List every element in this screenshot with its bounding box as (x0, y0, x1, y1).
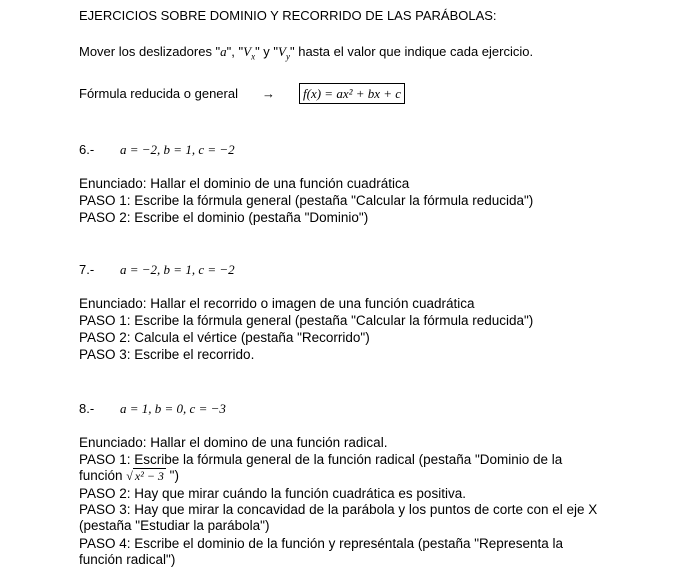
exercise-step-continuation: función radical") (79, 552, 176, 567)
exercise-params: a = 1, b = 0, c = −3 (120, 401, 226, 416)
exercise-step: PASO 3: Escribe el recorrido. (79, 347, 255, 362)
exercise-statement: Enunciado: Hallar el recorrido o imagen de una función cuadrática (79, 296, 475, 311)
sqrt-expression: √ x² − 3 (126, 469, 164, 483)
exercise-number: 6.- (79, 142, 95, 157)
general-formula-box: f(x) = ax² + bx + c (299, 83, 405, 104)
exercise-step: PASO 3: Hay que mirar la concavidad de la parábola y los puntos de corte con el eje X (79, 502, 598, 517)
page-title: EJERCICIOS SOBRE DOMINIO Y RECORRIDO DE LAS PARÁBOLAS: (79, 8, 497, 23)
exercise-statement: Enunciado: Hallar el dominio de una función cuadrática (79, 176, 410, 191)
exercise-step: PASO 1: Escribe la fórmula general (pestaña "Calcular la fórmula reducida") (79, 313, 534, 328)
exercise-step-continuation: función √ x² − 3 ") (79, 468, 179, 483)
exercise-params: a = −2, b = 1, c = −2 (120, 262, 235, 277)
intro-suffix: " hasta el valor que indique cada ejercicio. (289, 44, 534, 59)
intro-prefix: Mover los deslizadores " (79, 44, 221, 59)
exercise-number: 8.- (79, 401, 95, 416)
exercise-params: a = −2, b = 1, c = −2 (120, 142, 235, 157)
intro-line (79, 44, 533, 65)
exercise-step: PASO 2: Calcula el vértice (pestaña "Recorrido") (79, 330, 370, 345)
exercise-step: PASO 4: Escribe el dominio de la función y represéntala (pestaña "Representa la (79, 536, 564, 551)
exercise-step: PASO 2: Hay que mirar cuándo la función cuadrática es positiva. (79, 486, 466, 501)
exercise-number: 7.- (79, 262, 95, 277)
intro-var-vx: $V_x$ (243, 44, 256, 62)
exercise-step: PASO 1: Escribe la fórmula general (pestaña "Calcular la fórmula reducida") (79, 193, 534, 208)
intro-var-vy: $V_y$ (278, 44, 290, 62)
intro-var-a: a (220, 44, 227, 59)
exercise-step-continuation: (pestaña "Estudiar la parábola") (79, 518, 270, 533)
formula-label: Fórmula reducida o general (79, 86, 238, 101)
intro-mid2: " y " (255, 44, 279, 59)
arrow-icon: → (262, 86, 275, 101)
exercise-statement: Enunciado: Hallar el domino de una función radical. (79, 435, 388, 450)
intro-mid1: ", " (226, 44, 244, 59)
exercise-step: PASO 2: Escribe el dominio (pestaña "Dominio") (79, 210, 369, 225)
exercise-step: PASO 1: Escribe la fórmula general de la función radical (pestaña "Dominio de la (79, 452, 563, 467)
